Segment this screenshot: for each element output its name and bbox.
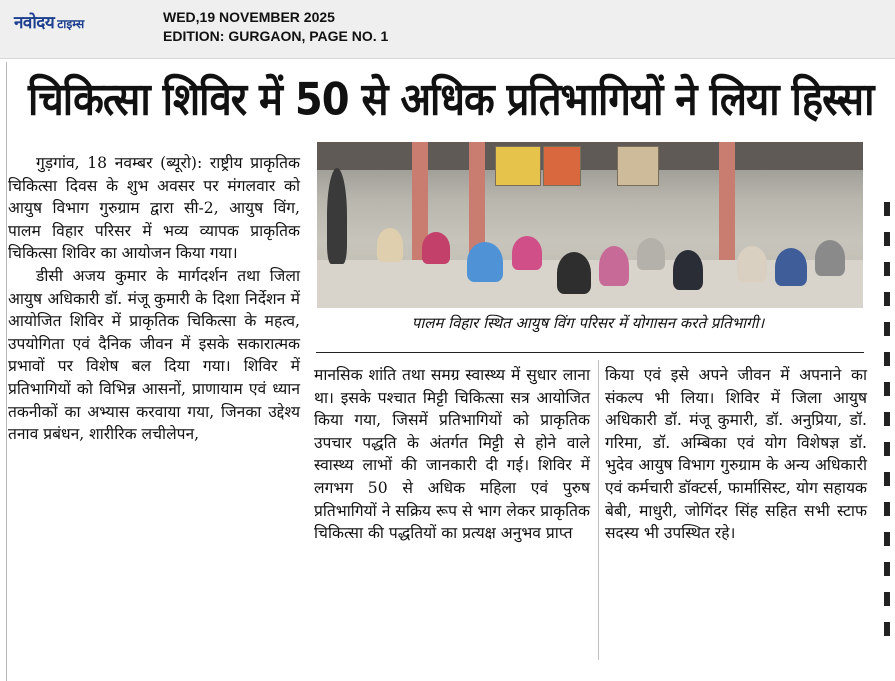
photo-instructor [327,168,347,264]
photo-notice-board [495,146,541,186]
paragraph-1: गुड़गांव, 18 नवम्बर (ब्यूरो): राष्ट्रीय प्राकृतिक चिकित्सा दिवस के शुभ अवसर पर मंगलवार को आयुष विभाग गुरुग्राम द्वारा सी-2, आयुष विंग, पालम विहार परिसर में भव्य व्यापक प्राकृतिक चिकित्सा शिविर का आयोजन किया गया। [8,154,300,263]
article-column-2 [314,364,590,545]
article-column-1 [8,152,300,446]
article-headline: चिकित्सा शिविर में 50 से अधिक प्रतिभागियों ने लिया हिस्सा [28,74,874,126]
photo-participant [422,232,450,264]
photo-caption: पालम विहार स्थित आयुष विंग परिसर में योगासन करते प्रतिभागी। [411,314,765,332]
logo-main-text: नवोदय [14,13,55,33]
adjacent-article-edge [884,202,894,672]
photo-participant [673,250,703,290]
edition-info [163,8,388,46]
publication-date: WED,19 NOVEMBER 2025 [163,9,335,25]
photo-notice-board [617,146,659,186]
article-photo [317,142,863,308]
photo-participant [599,246,629,286]
photo-participant [737,246,767,282]
photo-participant [512,236,542,270]
caption-divider [316,352,864,353]
photo-participant [815,240,845,276]
paragraph-3: मानसिक शांति तथा समग्र स्वास्थ्य में सुधार लाना था। इसके पश्चात मिट्टी चिकित्सा सत्र आयोजित किया गया, जिसमें प्रतिभागियों को प्राकृतिक उपचार पद्धति के अंतर्गत मिट्टी से होने वाले स्वास्थ्य लाभों की जानकारी दी गई। शिविर में लगभग 50 से अधिक महिला एवं पुरुष प्रतिभागियों ने सक्रिय रूप से भाग लेकर प्राकृतिक चिकित्सा की पद्धतियों का प्रत्यक्ष अनुभव प्राप्त [314,366,590,543]
photo-participant [467,242,503,282]
photo-participant [377,228,403,262]
epaper-header [0,0,895,59]
edition-line: EDITION: GURGAON, PAGE NO. 1 [163,28,389,44]
column-divider [598,360,599,660]
logo-sub-text: टाइम्स [57,17,85,31]
news-clipping [8,62,894,681]
article-column-3 [605,364,867,545]
paragraph-2: डीसी अजय कुमार के मार्गदर्शन तथा जिला आयुष अधिकारी डॉ. मंजू कुमारी के दिशा निर्देशन में आयोजित शिविर में प्राकृतिक चिकित्सा के महत्व, उपयोगिता एवं दैनिक जीवन में इसके सकारात्मक प्रभावों पर विशेष बल दिया गया। शिविर में प्रतिभागियों को विभिन्न आसनों, प्राणायाम एवं ध्यान तकनीकों का अभ्यास करवाया गया, जिनका उद्देश्य तनाव प्रबंधन, शारीरिक लचीलेपन, [8,266,300,444]
photo-participant [557,252,591,294]
photo-notice-board [543,146,581,186]
paragraph-4: किया एवं इसे अपने जीवन में अपनाने का संकल्प भी लिया। शिविर में जिला आयुष अधिकारी डॉ. मंजू कुमारी, डॉ. अनुप्रिया, डॉ. गरिमा, डॉ. अम्बिका एवं योग विशेषज्ञ डॉ. भुदेव आयुष विभाग गुरुग्राम के अन्य अधिकारी एवं कर्मचारी डॉक्टर्स, फार्मासिस्ट, योग सहायक बेबी, माधुरी, जोगिंदर सिंह सहित सभी स्टाफ सदस्य भी उपस्थित रहे। [605,366,867,543]
photo-roof [317,142,863,170]
left-divider [6,62,7,681]
photo-participant [637,238,665,270]
photo-participant [775,248,807,286]
newspaper-logo[interactable] [14,10,84,32]
